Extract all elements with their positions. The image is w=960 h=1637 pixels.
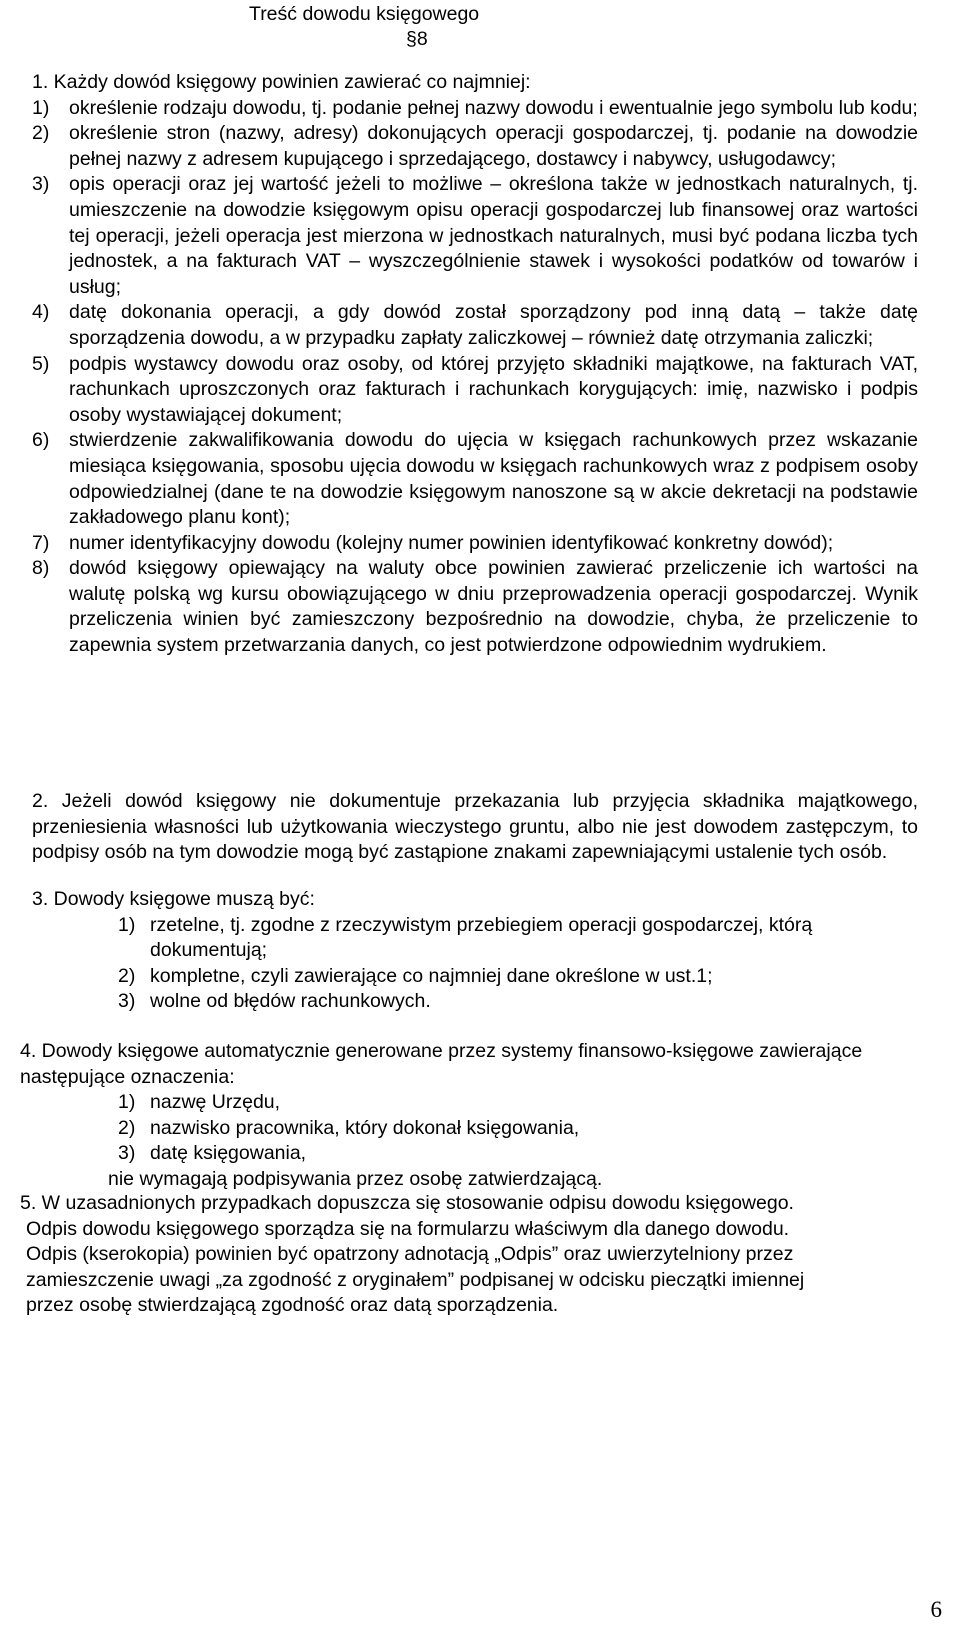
list-item-text: nazwisko pracownika, który dokonał księgowania, — [150, 1116, 580, 1139]
list-item-number: 2) — [118, 1116, 136, 1139]
list-item-number: 2) — [32, 122, 50, 145]
list-item-number: 2) — [118, 964, 136, 987]
list-item-text: podpis wystawcy dowodu oraz osoby, od której przyjęto składniki majątkowe, na fakturach VAT, rachunkach uproszczonych oraz fakturach i rachunkach korygujących: imię, nazwisko i podpis osoby wystawiającej dokument; — [69, 352, 918, 426]
page-number: 6 — [930, 1597, 942, 1622]
list-item-number: 5) — [32, 352, 50, 375]
section-number: §8 — [406, 28, 428, 50]
list-item — [32, 428, 918, 530]
list-item-text: rzetelne, tj. zgodne z rzeczywistym przebiegiem operacji gospodarczej, którą dokumentują; — [150, 913, 813, 962]
list-item — [20, 1116, 900, 1142]
list-item — [32, 556, 918, 658]
list-item-text: datę księgowania, — [150, 1142, 307, 1165]
paragraph-1-list — [32, 96, 918, 659]
list-item — [32, 352, 918, 429]
list-item-number: 3) — [32, 173, 50, 196]
list-item — [32, 172, 918, 300]
paragraph-5-lines — [20, 1191, 920, 1319]
list-item-text: wolne od błędów rachunkowych. — [150, 990, 431, 1013]
list-item-number: 1) — [118, 1091, 136, 1114]
list-item-text: stwierdzenie zakwalifikowania dowodu do ujęcia w księgach rachunkowych przez wskazanie miesiąca księgowania, sposobu ujęcia dowodu w księgach rachunkowych wraz z podpisem osoby odpowiedzialnej (dane te na dowodzie księgowym nanoszone są w akcie dekretacji na podstawie zakładowego planu kont); — [69, 429, 918, 529]
list-item — [32, 96, 918, 122]
list-item-text: określenie rodzaju dowodu, tj. podanie pełnej nazwy dowodu i ewentualnie jego symbolu lub kodu; — [69, 96, 918, 119]
list-item-number: 3) — [118, 1142, 136, 1165]
paragraph-4 — [20, 1039, 900, 1193]
list-item-number: 3) — [118, 990, 136, 1013]
list-item-number: 7) — [32, 531, 50, 554]
list-item-text: opis operacji oraz jej wartość jeżeli to możliwe – określona także w jednostkach naturalnych, tj. umieszczenie na dowodzie księgowym opisu operacji gospodarczej lub finansowej oraz wartości tej operacji, jeżeli operacja jest mierzona w jednostkach naturalnych, musi być podana liczba tych jednostek, a na fakturach VAT – wyszczególnienie stawek i wysokości podatków od towarów i usług; — [69, 173, 918, 298]
list-item-number: 1) — [32, 96, 50, 119]
paragraph-4-intro: 4. Dowody księgowe automatycznie generowane przez systemy finansowo-księgowe zawierające następujące oznaczenia: — [20, 1040, 863, 1088]
paragraph-3-list — [32, 913, 918, 1015]
list-item — [20, 1090, 900, 1116]
list-item-text: dowód księgowy opiewający na waluty obce powinien zawierać przeliczenie ich wartości na walutę polską wg kursu obowiązującego w dniu przeprowadzenia operacji gospodarczej. Wynik przeliczenia winien być zamieszczony bezpośrednio na dowodzie, chyba, że przeliczenie to zapewnia system przetwarzania danych, co jest potwierdzone odpowiednim wydrukiem. — [69, 557, 918, 657]
list-item — [32, 989, 918, 1015]
paragraph-3-intro: 3. Dowody księgowe muszą być: — [32, 888, 315, 910]
list-item-number: 4) — [32, 301, 50, 324]
list-item-text: określenie stron (nazwy, adresy) dokonujących operacji gospodarczej, tj. podanie na dowodzie pełnej nazwy z adresem kupującego i sprzedającego, dostawcy i nabywcy, usługodawcy; — [69, 122, 918, 170]
paragraph-5-line: zamieszczenie uwagi „za zgodność z oryginałem” podpisanej w odcisku pieczątki imiennej — [26, 1268, 805, 1291]
paragraph-2: 2. Jeżeli dowód księgowy nie dokumentuje przekazania lub przyjęcia składnika majątkowego, przeniesienia własności lub użytkowania wieczystego gruntu, albo nie jest dowodem zastępczym, to podpisy osób na tym dowodzie mogą być zastąpione znakami zapewniającymi ustalenie tych osób. — [32, 790, 918, 864]
list-item-text: nazwę Urzędu, — [150, 1091, 281, 1114]
paragraph-4-list — [20, 1090, 900, 1167]
list-item — [32, 964, 918, 990]
list-item — [32, 913, 918, 964]
list-item-text: datę dokonania operacji, a gdy dowód został sporządzony pod inną datą – także datę sporządzenia dowodu, a w przypadku zapłaty zaliczkowej – również datę otrzymania zaliczki; — [69, 301, 918, 349]
paragraph-4-outro: nie wymagają podpisywania przez osobę zatwierdzającą. — [108, 1167, 603, 1190]
paragraph-5-line: Odpis dowodu księgowego sporządza się na formularzu właściwym dla danego dowodu. — [26, 1217, 790, 1240]
list-item-number: 6) — [32, 429, 50, 452]
list-item-number: 1) — [118, 913, 136, 936]
paragraph-1-intro: 1. Każdy dowód księgowy powinien zawierać co najmniej: — [32, 71, 531, 93]
list-item — [32, 531, 918, 557]
document-title: Treść dowodu księgowego — [249, 3, 480, 25]
list-item-text: kompletne, czyli zawierające co najmniej dane określone w ust.1; — [150, 964, 713, 987]
list-item-number: 8) — [32, 557, 50, 580]
paragraph-3 — [32, 887, 918, 1015]
list-item — [32, 300, 918, 351]
list-item — [32, 121, 918, 172]
list-item-text: numer identyfikacyjny dowodu (kolejny numer powinien identyfikować konkretny dowód); — [69, 531, 834, 554]
paragraph-5-line: 5. W uzasadnionych przypadkach dopuszcza się stosowanie odpisu dowodu księgowego. — [20, 1192, 794, 1214]
paragraph-5-line: przez osobę stwierdzającą zgodność oraz datą sporządzenia. — [26, 1294, 559, 1317]
paragraph-5 — [20, 1191, 920, 1319]
paragraph-1 — [32, 70, 918, 659]
list-item — [20, 1141, 900, 1167]
paragraph-5-line: Odpis (kserokopia) powinien być opatrzony adnotacją „Odpis” oraz uwierzytelniony przez — [26, 1243, 794, 1266]
